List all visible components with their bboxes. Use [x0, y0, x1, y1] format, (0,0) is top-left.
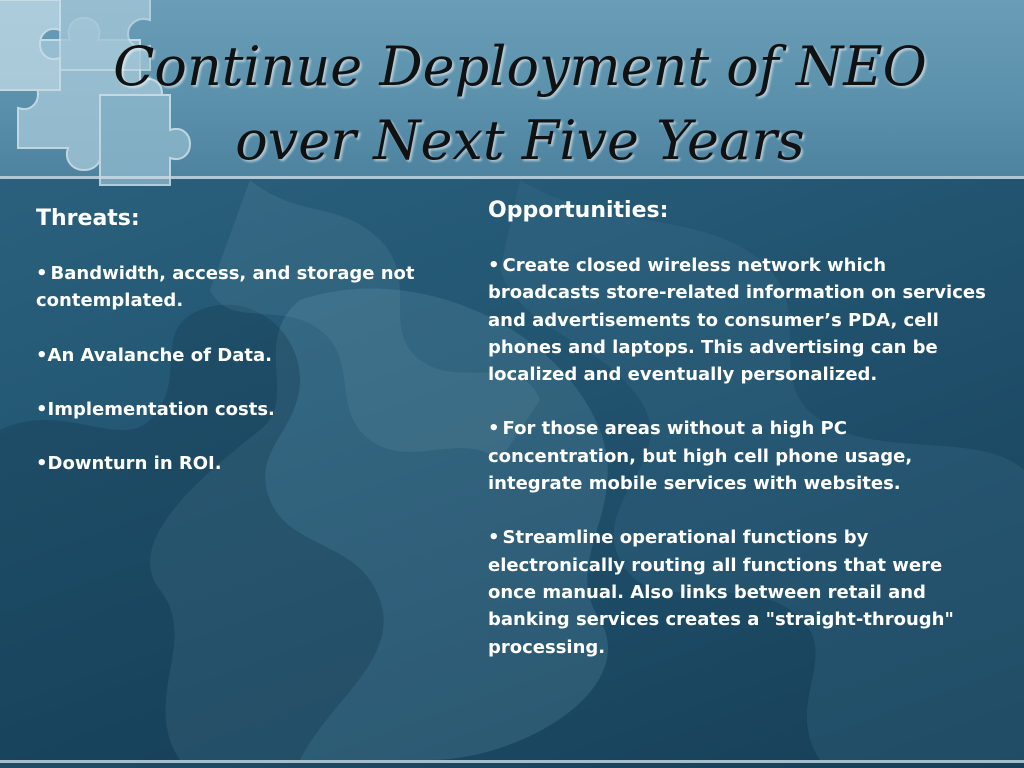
list-item-text: Downturn in ROI.: [47, 453, 222, 475]
threats-column: [36, 204, 436, 504]
slide-title-line-2: over Next Five Years: [235, 109, 805, 172]
bullet-icon: •: [36, 263, 48, 284]
list-item-text: For those areas without a high PC concentration, but high cell phone usage, integrate mobile services with websites.: [488, 418, 913, 495]
list-item: [36, 260, 436, 315]
opportunities-heading: Opportunities:: [488, 198, 669, 223]
bullet-icon: •: [488, 418, 500, 440]
bullet-icon: •: [488, 527, 500, 549]
list-item: [36, 342, 436, 369]
list-item-text: An Avalanche of Data.: [47, 344, 272, 366]
list-item-text: Implementation costs.: [47, 398, 275, 420]
threats-list: [36, 260, 436, 477]
list-item-text: Bandwidth, access, and storage not contemplated.: [36, 263, 415, 312]
bottom-divider: [0, 760, 1024, 763]
list-item-text: Create closed wireless network which broadcasts store-related information on services and advertisements to consumer’s PDA, cell phones and laptops. This advertising can be localized and eventually personalized.: [488, 255, 986, 386]
list-item: [488, 415, 988, 497]
bullet-icon: •: [36, 344, 48, 366]
bullet-icon: •: [36, 398, 48, 420]
slide-title-line-1: Continue Deployment of NEO: [113, 35, 927, 98]
opportunities-list: [488, 252, 988, 661]
slide-title: [110, 30, 930, 178]
list-item-text: Streamline operational functions by electronically routing all functions that were once manual. Also links between retail and banking services creates a "straight-through" processing.: [488, 527, 954, 658]
list-item: [488, 252, 988, 388]
list-item: [488, 524, 988, 660]
bullet-icon: •: [36, 453, 48, 475]
opportunities-column: [488, 196, 988, 688]
threats-heading: Threats:: [36, 206, 140, 231]
list-item: [36, 450, 436, 477]
bullet-icon: •: [488, 255, 500, 276]
list-item: [36, 396, 436, 423]
